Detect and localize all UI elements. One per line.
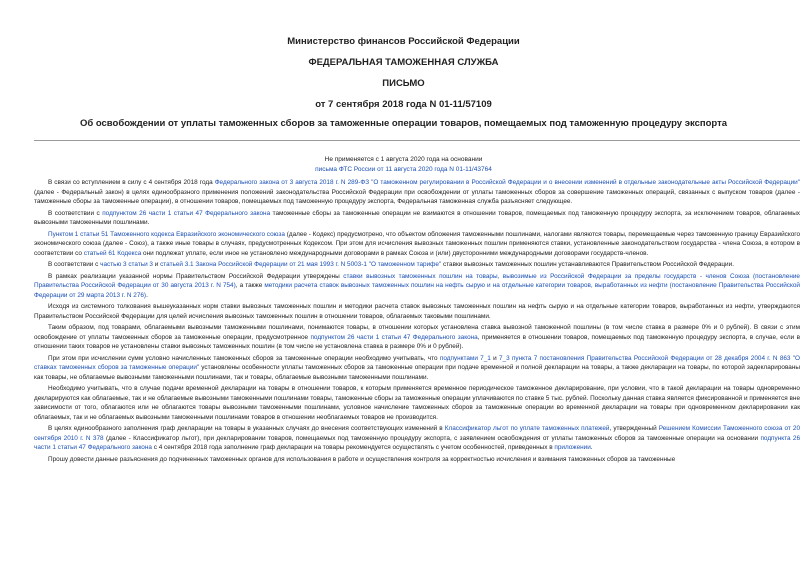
document-link[interactable]: ставки вывозных таможенных пошлин на товары, вывозимые из Российской Федерации за пределы государств - членов Союза (постановление Правительства Российской Федерации от 30 августа 2013 г. N 754)	[34, 272, 800, 289]
separator-rule	[34, 140, 800, 141]
paragraph-text: ставки вывозных таможенных пошлин устанавливаются Правительством Российской Федерации.	[441, 261, 734, 268]
paragraph-text: с 4 сентября 2018 года заполнение граф декларации на товары рекомендуется осуществлять с учетом особенностей, приведенных в	[151, 444, 555, 451]
ministry-heading: Министерство финансов Российской Федерации	[287, 36, 520, 47]
paragraph-text: В целях единообразного заполнения граф декларации на товары в указанных случаях до внесения соответствующих изменений в	[48, 425, 445, 432]
body-paragraph	[34, 230, 800, 259]
status-note-link[interactable]: письма ФТС России от 11 августа 2020 года N 01-11/43764	[315, 166, 492, 173]
paragraph-text: установлены особенности уплаты таможенных сборов за таможенные операции при подаче временной и полной декларации на товары, а также декларации на товары, по которой задекларированы как товары, не облагаемые вывозными таможенными пошлинами, так и товары, облагаемые вывозными таможенными пошлинами.	[34, 364, 800, 381]
paragraph-text: Прошу довести данные разъяснения до подчиненных таможенных органов для использования в работе и осуществления контроля за корректностью исчисления и взимания таможенных сборов за таможенные	[48, 455, 676, 463]
paragraph-text: , а также	[235, 282, 265, 289]
body-paragraph	[34, 424, 800, 453]
document-link[interactable]: частью 3 статьи 3	[100, 261, 153, 268]
paragraph-text: , применяется в отношении товаров, помещаемых под таможенную процедуру экспорта, в случае, если в отношении таких товаров не установлены ставки вывозных таможенных пошлин (в том числе не установлена ставка в размере 0% и 0 рублей).	[34, 333, 800, 350]
paragraph-text: Таким образом, под товарами, облагаемыми вывозными таможенными пошлинами, понимаются товары, в отношении которых установлена ставка вывозной таможенной пошлины (в том числе ставка в размере 0% и 0 рублей). В связи с этим освобождение от уплаты таможенных сборов за таможенные операции, предусмотренное	[34, 324, 800, 341]
document-link[interactable]: 7_3 пункта 7 постановления Правительства Российской Федерации от 28 декабря 2004 г. N 863 "О ставках таможенных сборов за таможенные операции"	[34, 354, 801, 371]
paragraph-text: таможенные сборы за таможенные операции не взимаются в отношении товаров, помещаемых под таможенную процедуру экспорта, за исключением товаров, облагаемых вывозными таможенными пошлинами.	[34, 209, 800, 226]
body-paragraph	[34, 209, 800, 228]
paragraph-text: и	[152, 261, 161, 268]
status-note-text: Не применяется с 1 августа 2020 года на основании	[324, 156, 483, 163]
paragraph-text: В соответствии с	[48, 261, 101, 268]
document-link[interactable]: Классификатор льгот по уплате таможенных платежей	[444, 425, 610, 432]
paragraph-text: Исходя из системного толкования вышеуказанных норм ставки вывозных таможенных пошлин и методики расчета ставок вывозных таможенных пошлин на нефть сырую и на отдельные категории товаров, выработанных из нефти, утверждаются Правительством Российской Федерации для целей исчисления вывозных таможенных пошлин в отношении товаров, облагаемых таковыми пошлинами.	[34, 303, 800, 320]
paragraph-text: (далее - Федеральный закон) в целях единообразного применения положений законодательства Российской Федерации при освобождении от уплаты таможенных сборов за совершение таможенных операций, связанных с выпуском товаров (далее - таможенные сборы за таможенные операции), в отношении товаров, помещаемых под таможенную процедуру экспорта, Федеральная таможенная служба разъясняет следующее.	[34, 188, 800, 205]
document-body	[34, 178, 800, 466]
document-link[interactable]: подпункта 26 части 1 статьи 47 Федерального закона	[34, 434, 800, 451]
doc-type-heading: ПИСЬМО	[382, 78, 425, 89]
paragraph-text: В рамках реализации указанной нормы Правительством Российской Федерации утверждены	[48, 272, 344, 280]
document-link[interactable]: методики расчета ставок вывозных таможенных пошлин на нефть сырую и на отдельные категории товаров, выработанных из нефти (постановление Правительства Российской Федерации от 29 марта 2013 г. N 276)	[34, 282, 800, 299]
paragraph-text: они подлежат уплате, если иное не установлено международными договорами в рамках Союза и (или) двусторонними международными договорами государств-членов.	[141, 249, 649, 257]
body-paragraph	[34, 323, 800, 352]
paragraph-text: (далее - Кодекс) предусмотрено, что объектом обложения таможенными пошлинами, налогами являются товары, перемещаемые через таможенную границу Евразийского экономического союза (далее - Союз), а также иные товары в случаях, предусмотренных Кодексом. При этом для исчисления вывозных таможенных пошлин применяются ставки, установленные законодательством государства - члена Союза, в котором в соответствии со	[34, 230, 800, 257]
document-link[interactable]: Пунктом 1 статьи 51 Таможенного кодекса Евразийского экономического союза	[48, 230, 285, 238]
service-heading: ФЕДЕРАЛЬНАЯ ТАМОЖЕННАЯ СЛУЖБА	[308, 57, 499, 68]
status-note	[0, 155, 807, 175]
paragraph-text: В соответствии с	[48, 209, 103, 217]
document-link[interactable]: Решением Комиссии Таможенного союза от 20 сентября 2010 г. N 378	[34, 425, 800, 442]
body-paragraph	[34, 384, 800, 422]
paragraph-text: При этом при исчислении сумм условно начисленных таможенных сборов за таможенные операции необходимо учитывать, что	[48, 354, 440, 362]
body-paragraph	[34, 260, 800, 270]
paragraph-text: (далее - Классификатор льгот), при декларировании товаров, помещаемых под таможенную процедуру экспорта, с заявлением освобождения от уплаты таможенных сборов за таможенные операции на основании	[103, 434, 761, 442]
body-paragraph	[34, 455, 800, 465]
paragraph-text: В связи со вступлением в силу с 4 сентября 2018 года	[48, 179, 215, 186]
body-paragraph	[34, 302, 800, 321]
paragraph-text: Необходимо учитывать, что в случае подачи временной декларации на товары в отношении товаров, к которым применяется временное периодическое таможенное декларирование, при условии, что в такой декларации на товары одновременно декларируются как облагаемые, так и не облагаемые вывозными таможенными пошлинами товары, таможенные сборы за таможенные операции уплачиваются по ставке 5 тыс. рублей. Поскольку данная ставка является фиксированной и применяется вне зависимости от того, облагаются или не облагаются товары вывозными таможенными пошлинами, условное начисление таможенных сборов за таможенные операции во временной декларации на товары при одновременном декларировании как облагаемых, так и не облагаемых вывозными таможенными пошлинами товаров в отношении необлагаемых товаров не производится.	[34, 385, 800, 421]
date-number-heading: от 7 сентября 2018 года N 01-11/57109	[315, 99, 492, 110]
paragraph-text: , утвержденный	[609, 425, 659, 432]
document-link[interactable]: статьей 3.1 Закона Российской Федерации от 21 мая 1993 г. N 5003-1 "О таможенном тарифе"	[160, 261, 442, 268]
document-link[interactable]: подпунктом 26 части 1 статьи 47 Федерального закона	[102, 209, 271, 217]
document-link[interactable]: статьей 61 Кодекса	[83, 249, 142, 257]
document-link[interactable]: приложении	[554, 444, 591, 451]
subject-heading: Об освобождении от уплаты таможенных сборов за таможенные операции товаров, помещаемых под таможенную процедуру экспорта	[79, 118, 728, 129]
body-paragraph	[34, 178, 800, 207]
body-paragraph	[34, 354, 800, 383]
paragraph-text: .	[146, 291, 148, 299]
document-link[interactable]: подпунктом 26 части 1 статьи 47 Федерального закона	[310, 333, 478, 341]
paragraph-text: и	[490, 354, 499, 362]
body-paragraph	[34, 272, 800, 301]
document-link[interactable]: Федерального закона от 3 августа 2018 г. N 289-ФЗ "О таможенном регулировании в Российской Федерации и о внесении изменений в отдельные законодательные акты Российской Федерации"	[214, 179, 800, 186]
paragraph-text: .	[590, 444, 593, 451]
document-link[interactable]: подпунктами 7_1	[439, 354, 491, 362]
